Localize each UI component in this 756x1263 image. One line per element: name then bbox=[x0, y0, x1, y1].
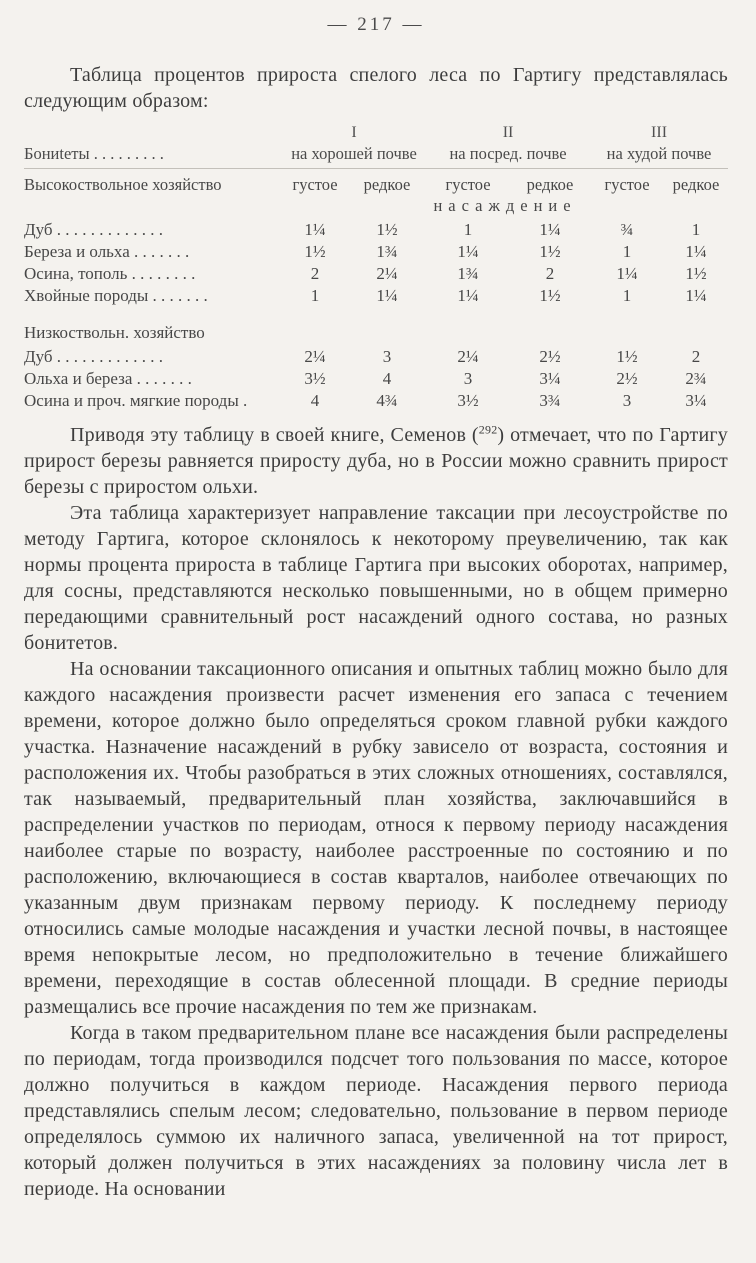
value-cell: 1 bbox=[691, 220, 701, 239]
species-label: Дуб . . . . . . . . . . . . . bbox=[24, 347, 164, 366]
density-header: густое bbox=[292, 175, 338, 194]
value-cell: 2 bbox=[545, 264, 555, 283]
value-cell: 1 bbox=[622, 242, 632, 261]
value-cell: 3 bbox=[382, 347, 392, 366]
value-cell: 1¼ bbox=[304, 220, 326, 239]
value-cell: 2¾ bbox=[685, 369, 707, 388]
soil-good: на хорошей почве bbox=[282, 143, 426, 169]
value-cell: 2¼ bbox=[457, 347, 479, 366]
species-label: Дуб . . . . . . . . . . . . . bbox=[24, 220, 164, 239]
value-cell: 1¼ bbox=[616, 264, 638, 283]
value-cell: 1½ bbox=[376, 220, 398, 239]
table-row bbox=[24, 368, 728, 390]
value-cell: 1¼ bbox=[685, 286, 707, 305]
value-cell: 1½ bbox=[539, 242, 561, 261]
value-cell: 4¾ bbox=[376, 391, 398, 410]
soil-medium: на посред. почве bbox=[426, 143, 590, 169]
density-header: редкое bbox=[363, 175, 411, 194]
paragraph-text: ) отмечает, что по Гартигу прирост березы равняется приросту дуба, но в России можно сравнить прирост березы с приростом ольхи. bbox=[24, 424, 728, 498]
high-forest-section-title: Высокоствольное хозяйство bbox=[24, 175, 222, 194]
value-cell: 1 bbox=[310, 286, 320, 305]
table-row bbox=[24, 390, 728, 412]
value-cell: 2 bbox=[691, 347, 701, 366]
table-row bbox=[24, 263, 728, 285]
low-forest-section-row bbox=[24, 307, 728, 346]
table-density-header-row bbox=[24, 169, 728, 197]
paragraph-text: Приводя эту таблицу в своей книге, Семенов ( bbox=[70, 424, 479, 446]
page-number: — 217 — bbox=[327, 14, 425, 35]
value-cell: 1¼ bbox=[685, 242, 707, 261]
spacer bbox=[24, 412, 728, 422]
density-header: редкое bbox=[672, 175, 720, 194]
species-label: Береза и ольха . . . . . . . bbox=[24, 242, 190, 261]
value-cell: 1¾ bbox=[376, 242, 398, 261]
density-header: густое bbox=[445, 175, 491, 194]
table-nasazhdenie-row bbox=[24, 196, 728, 219]
group-heading-iii: III bbox=[651, 124, 668, 141]
group-heading-i: I bbox=[351, 124, 357, 141]
table-row bbox=[24, 346, 728, 368]
table-soil-header-row bbox=[24, 143, 728, 169]
value-cell: 3¾ bbox=[539, 391, 561, 410]
value-cell: 3½ bbox=[304, 369, 326, 388]
nasazhdenie-label: насаждение bbox=[433, 196, 577, 215]
value-cell: 1¾ bbox=[457, 264, 479, 283]
value-cell: 1¼ bbox=[457, 242, 479, 261]
empty-cell bbox=[24, 122, 282, 143]
value-cell: 1 bbox=[622, 286, 632, 305]
species-label: Осина и проч. мягкие породы . bbox=[24, 391, 248, 410]
value-cell: 3½ bbox=[457, 391, 479, 410]
value-cell: 1¼ bbox=[457, 286, 479, 305]
value-cell: 2¼ bbox=[376, 264, 398, 283]
value-cell: 2½ bbox=[616, 369, 638, 388]
paragraph-taxation-direction: Эта таблица характеризует направление таксации при лесоустройстве по методу Гартига, которое склонялось к некоторому преувеличению, так как нормы процента прироста в таблице Гартига при высоких оборотах, например, для сосны, представляются несколько повышенными, но в общем примерно передающими сравнительный рост насаждений одного состава, но разных бонитетов. bbox=[24, 502, 728, 654]
paragraph-preliminary-plan: На основании таксационного описания и опытных таблиц можно было для каждого насаждения произвести расчет изменения его запаса с течением времени, которое должно было определяться сроком главной рубки каждого участка. Назначение насаждений в рубку зависело от возраста, состояния и расположения их. Чтобы разобраться в этих сложных отношениях, составлялся, так называемый, предварительный план хозяйства, заключавшийся в распределении участков по периодам, относя к первому периоду насаждения наиболее старые по возрасту, наиболее расстроенные по состоянию и по расположению, включающиеся в состав кварталов, наиболее отвечающих по указанным двум признакам первому периоду. К последнему периоду относились самые молодые насаждения и участки лесной почвы, в настоящее время непокрытые лесом, но предположительно в течение ближайшего времени, переходящие в состав облесенной площади. В средние периоды размещались все прочие насаждения по тем же признакам. bbox=[24, 658, 728, 1018]
table-row bbox=[24, 285, 728, 307]
density-header: густое bbox=[604, 175, 650, 194]
value-cell: 1 bbox=[463, 220, 473, 239]
species-label: Хвойные породы . . . . . . . bbox=[24, 286, 208, 305]
value-cell: 2¼ bbox=[304, 347, 326, 366]
group-heading-ii: II bbox=[502, 124, 514, 141]
intro-paragraph: Таблица процентов прироста спелого леса по Гартигу представлялась следующим образом: bbox=[24, 64, 728, 112]
low-forest-section-title: Низкоствольн. хозяйство bbox=[24, 323, 205, 342]
value-cell: 4 bbox=[310, 391, 320, 410]
value-cell: 1½ bbox=[304, 242, 326, 261]
footnote-reference: 292 bbox=[478, 422, 498, 437]
growth-percent-table bbox=[24, 122, 728, 412]
empty-cell bbox=[24, 196, 282, 219]
bonitet-label: Бониteты . . . . . . . . . bbox=[24, 143, 282, 169]
paragraph-period-calculation: Когда в таком предварительном плане все насаждения были распределены по периодам, тогда производился подсчет того пользования по массе, которое должно получиться в каждом периоде. Насаждения первого периода представлялись спелым лесом; следовательно, пользование в первом периоде определялось суммою их наличного запаса, увеличенной на тот прирост, который должен получиться в этих насаждениях за половину числа лет в периоде. На основании bbox=[24, 1022, 728, 1200]
paragraph-semenov bbox=[24, 422, 728, 500]
value-cell: 3¼ bbox=[539, 369, 561, 388]
table-row bbox=[24, 241, 728, 263]
value-cell: 1½ bbox=[539, 286, 561, 305]
value-cell: 2½ bbox=[539, 347, 561, 366]
value-cell: ¾ bbox=[620, 220, 634, 239]
value-cell: 1¼ bbox=[376, 286, 398, 305]
value-cell: 1½ bbox=[685, 264, 707, 283]
value-cell: 2 bbox=[310, 264, 320, 283]
species-label: Осина, тополь . . . . . . . . bbox=[24, 264, 196, 283]
species-label: Ольха и береза . . . . . . . bbox=[24, 369, 192, 388]
table-group-numerals-row bbox=[24, 122, 728, 143]
value-cell: 3 bbox=[463, 369, 473, 388]
table-row bbox=[24, 219, 728, 241]
value-cell: 1¼ bbox=[539, 220, 561, 239]
soil-poor: на худой почве bbox=[590, 143, 728, 169]
value-cell: 3 bbox=[622, 391, 632, 410]
value-cell: 3¼ bbox=[685, 391, 707, 410]
density-header: редкое bbox=[526, 175, 574, 194]
value-cell: 4 bbox=[382, 369, 392, 388]
value-cell: 1½ bbox=[616, 347, 638, 366]
